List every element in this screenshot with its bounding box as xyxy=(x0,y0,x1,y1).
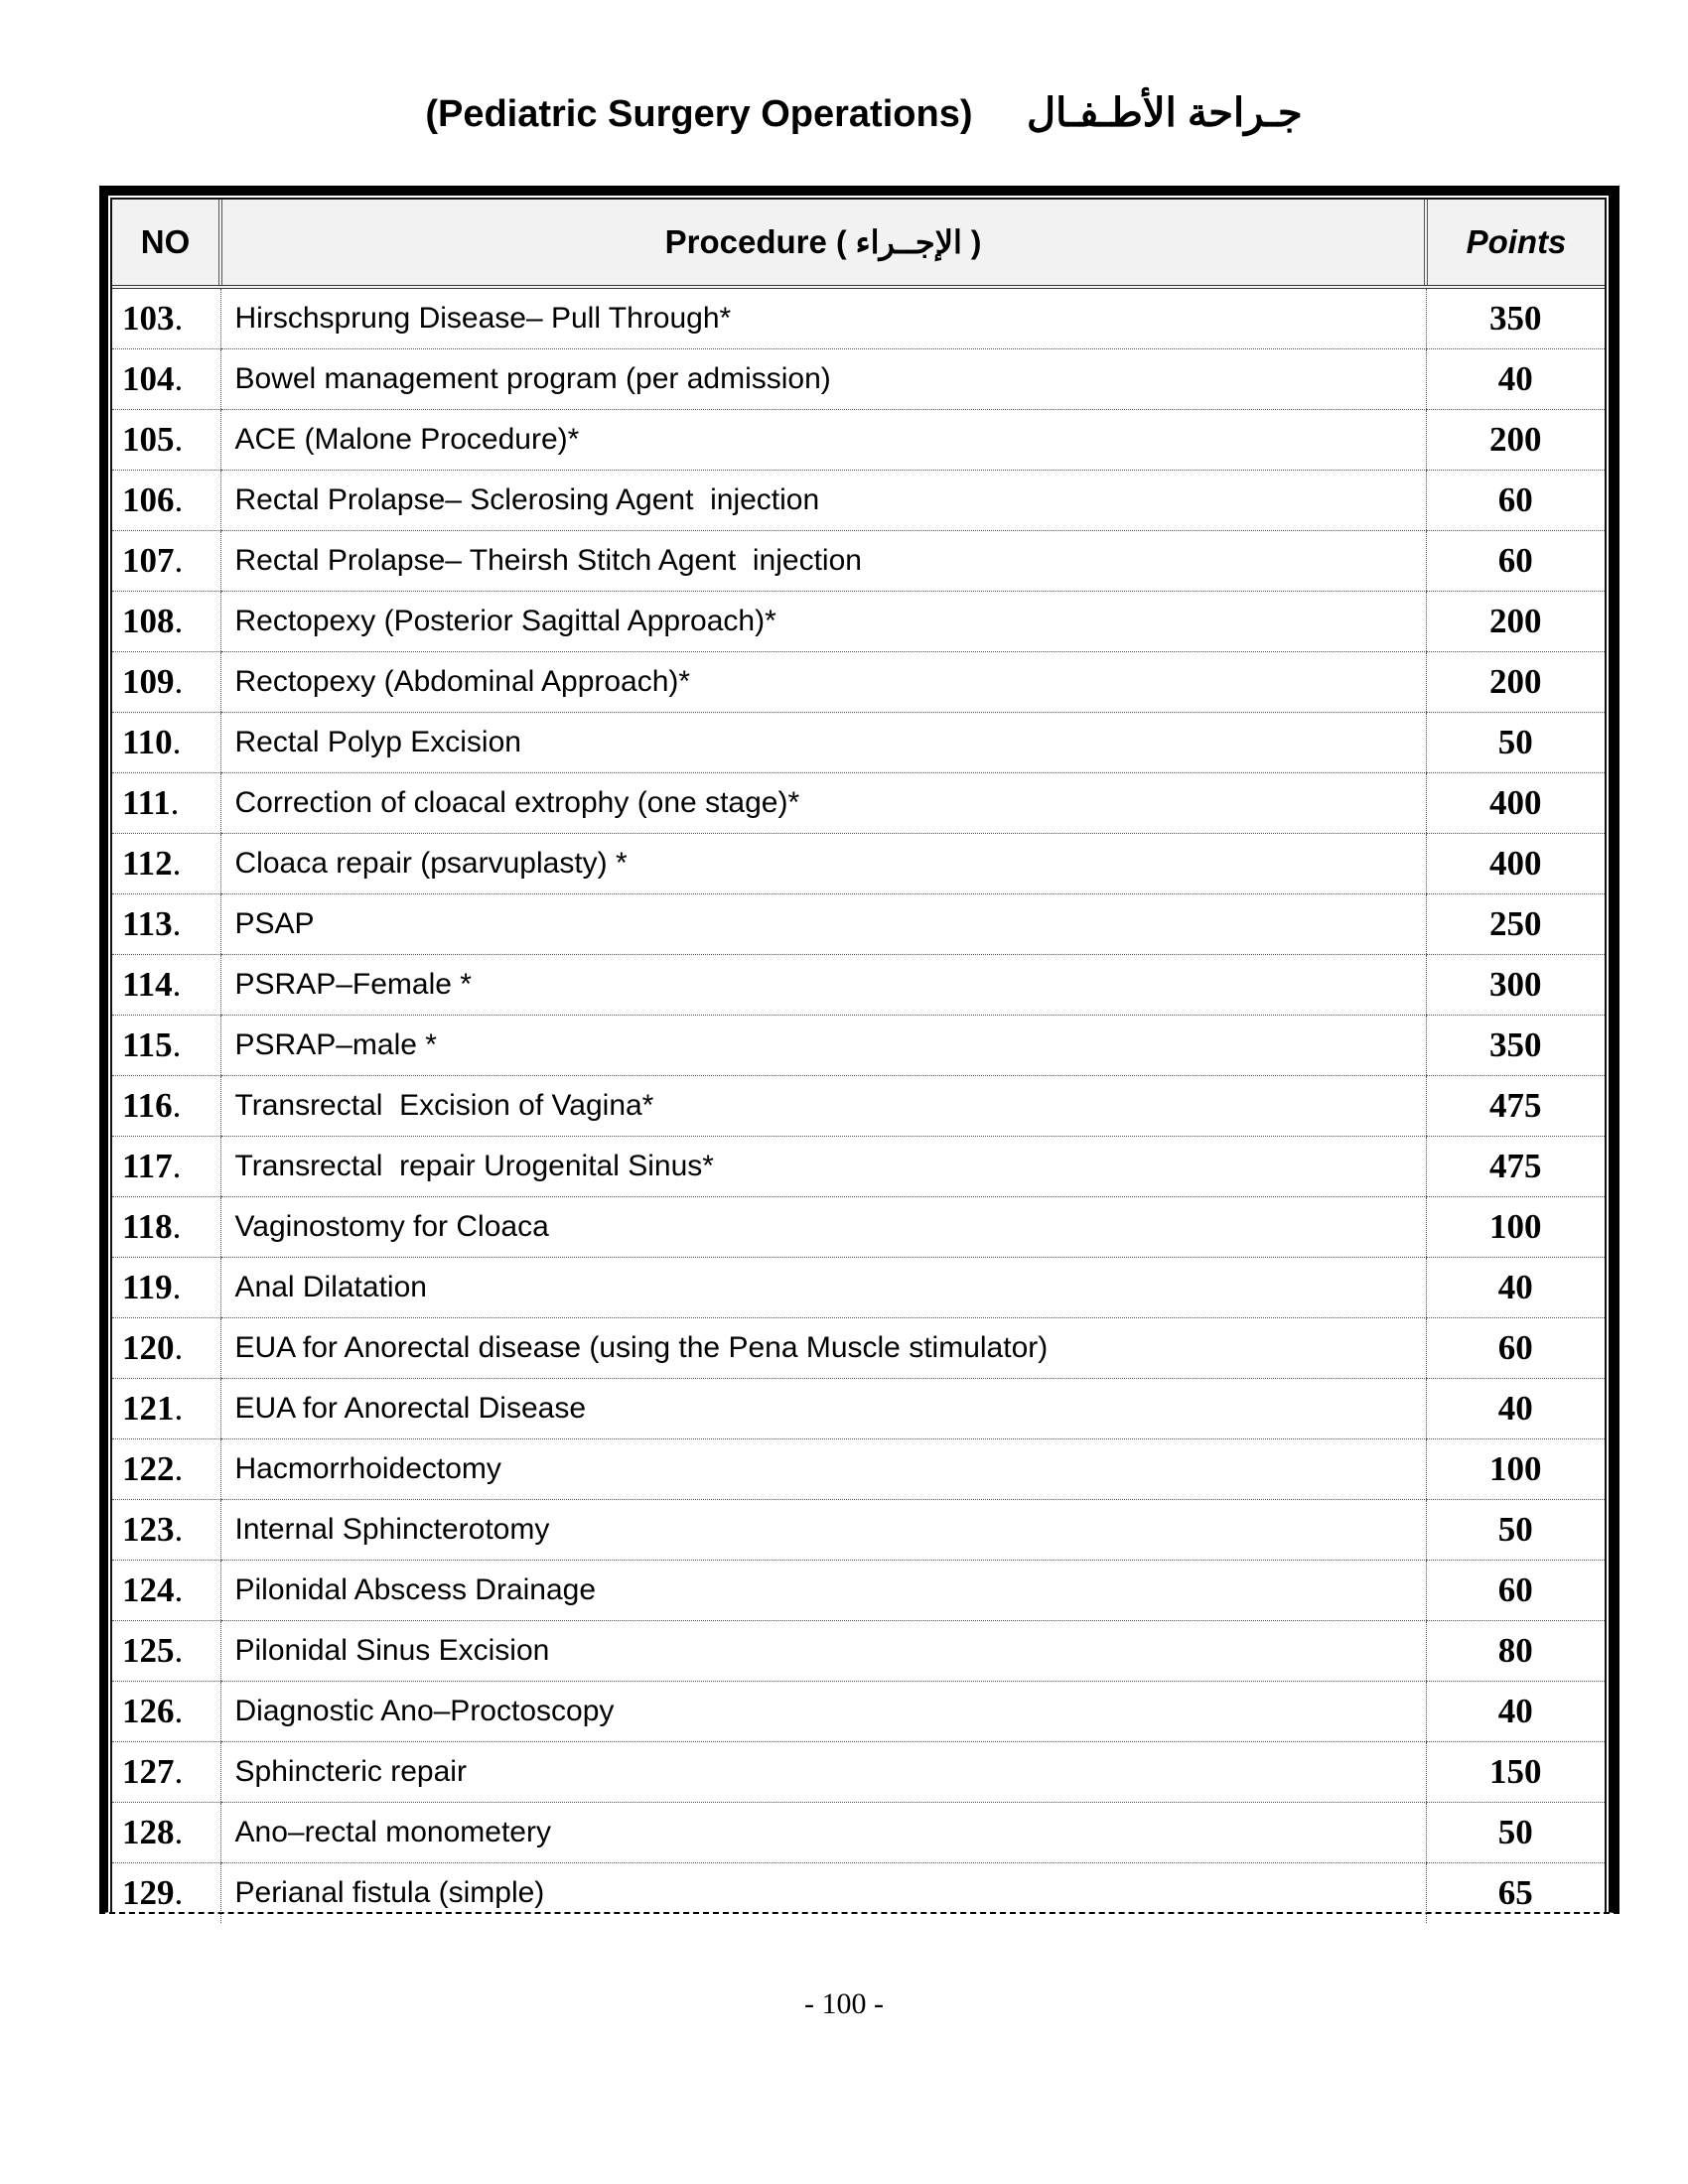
table-row xyxy=(112,1682,1605,1742)
points-cell: 50 xyxy=(1426,713,1605,773)
row-number-cell xyxy=(112,1439,220,1500)
row-number-period: . xyxy=(174,1873,184,1912)
table-row xyxy=(112,1439,1605,1500)
row-number-cell xyxy=(112,471,220,531)
procedure-cell: Rectopexy (Posterior Sagittal Approach)* xyxy=(220,592,1426,652)
row-number: 119 xyxy=(122,1268,173,1306)
row-number-period: . xyxy=(174,359,184,398)
procedure-cell: Ano–rectal monometery xyxy=(220,1803,1426,1863)
row-number-cell xyxy=(112,834,220,894)
row-number-period: . xyxy=(174,1328,184,1367)
points-cell: 200 xyxy=(1426,592,1605,652)
procedure-cell: PSRAP–Female * xyxy=(220,955,1426,1016)
procedure-cell: Cloaca repair (psarvuplasty) * xyxy=(220,834,1426,894)
row-number: 121 xyxy=(122,1389,175,1428)
row-number-cell xyxy=(112,1137,220,1197)
table-row xyxy=(112,1500,1605,1561)
row-number-period: . xyxy=(174,1449,184,1488)
table-row xyxy=(112,287,1605,349)
row-number-period: . xyxy=(172,904,182,943)
row-number: 112 xyxy=(122,844,173,883)
procedure-cell: Anal Dilatation xyxy=(220,1258,1426,1318)
points-cell: 100 xyxy=(1426,1439,1605,1500)
row-number-period: . xyxy=(172,1086,182,1125)
row-number-cell xyxy=(112,287,220,349)
points-cell: 50 xyxy=(1426,1500,1605,1561)
table-row xyxy=(112,592,1605,652)
row-number-cell xyxy=(112,894,220,955)
points-cell: 40 xyxy=(1426,349,1605,410)
row-number-period: . xyxy=(172,965,182,1004)
points-cell: 475 xyxy=(1426,1076,1605,1137)
table-row xyxy=(112,1621,1605,1682)
points-cell: 300 xyxy=(1426,955,1605,1016)
row-number-period: . xyxy=(172,1207,182,1246)
table-row xyxy=(112,834,1605,894)
row-number-period: . xyxy=(174,480,184,519)
row-number: 122 xyxy=(122,1449,175,1488)
procedure-cell: Hacmorrhoidectomy xyxy=(220,1439,1426,1500)
procedure-cell: Hirschsprung Disease– Pull Through* xyxy=(220,287,1426,349)
row-number: 106 xyxy=(122,480,175,519)
row-number-cell xyxy=(112,1258,220,1318)
row-number: 110 xyxy=(122,723,173,761)
procedure-cell: EUA for Anorectal Disease xyxy=(220,1379,1426,1439)
row-number-cell xyxy=(112,773,220,834)
table-row xyxy=(112,1742,1605,1803)
row-number: 128 xyxy=(122,1813,175,1851)
row-number: 111 xyxy=(122,783,171,822)
row-number-period: . xyxy=(172,1147,182,1185)
row-number-cell xyxy=(112,349,220,410)
row-number-period: . xyxy=(172,1025,182,1064)
row-number-cell xyxy=(112,1197,220,1258)
row-number-period: . xyxy=(174,420,184,459)
row-number: 124 xyxy=(122,1570,175,1609)
points-cell: 65 xyxy=(1426,1863,1605,1924)
points-cell: 350 xyxy=(1426,287,1605,349)
row-number-cell xyxy=(112,1742,220,1803)
row-number-period: . xyxy=(174,541,184,580)
row-number: 108 xyxy=(122,602,175,640)
row-number-cell xyxy=(112,1621,220,1682)
column-header-points-label: Points xyxy=(1466,223,1567,260)
procedures-table xyxy=(112,200,1605,1923)
points-cell: 400 xyxy=(1426,834,1605,894)
points-cell: 40 xyxy=(1426,1258,1605,1318)
row-number: 113 xyxy=(122,904,173,943)
points-cell: 40 xyxy=(1426,1682,1605,1742)
row-number-period: . xyxy=(172,1268,182,1306)
points-cell: 60 xyxy=(1426,1561,1605,1621)
table-row xyxy=(112,1561,1605,1621)
row-number-period: . xyxy=(172,844,182,883)
procedure-cell: ACE (Malone Procedure)* xyxy=(220,410,1426,471)
procedure-cell: Diagnostic Ano–Proctoscopy xyxy=(220,1682,1426,1742)
row-number: 129 xyxy=(122,1873,175,1912)
procedure-cell: Rectopexy (Abdominal Approach)* xyxy=(220,652,1426,713)
row-number-period: . xyxy=(174,1631,184,1670)
points-cell: 50 xyxy=(1426,1803,1605,1863)
table-row xyxy=(112,531,1605,592)
points-cell: 350 xyxy=(1426,1016,1605,1076)
points-cell: 100 xyxy=(1426,1197,1605,1258)
table-row xyxy=(112,713,1605,773)
procedures-table-frame xyxy=(99,186,1619,1914)
points-cell: 250 xyxy=(1426,894,1605,955)
points-cell: 60 xyxy=(1426,471,1605,531)
page-title xyxy=(0,85,1688,142)
procedure-cell: Correction of cloacal extrophy (one stage)* xyxy=(220,773,1426,834)
row-number: 109 xyxy=(122,662,175,701)
row-number: 105 xyxy=(122,420,175,459)
row-number-cell xyxy=(112,592,220,652)
points-cell: 60 xyxy=(1426,531,1605,592)
row-number-cell xyxy=(112,531,220,592)
points-cell: 475 xyxy=(1426,1137,1605,1197)
points-cell: 200 xyxy=(1426,652,1605,713)
row-number-cell xyxy=(112,955,220,1016)
row-number-cell xyxy=(112,1863,220,1924)
column-header-procedure-label: Procedure xyxy=(664,223,827,260)
row-number: 107 xyxy=(122,541,175,580)
table-row xyxy=(112,652,1605,713)
row-number-period: . xyxy=(170,783,180,822)
procedure-cell: Pilonidal Abscess Drainage xyxy=(220,1561,1426,1621)
column-header-points xyxy=(1426,200,1605,287)
procedure-cell: PSRAP–male * xyxy=(220,1016,1426,1076)
row-number-cell xyxy=(112,713,220,773)
row-number-cell xyxy=(112,1318,220,1379)
row-number-cell xyxy=(112,1500,220,1561)
procedure-cell: Vaginostomy for Cloaca xyxy=(220,1197,1426,1258)
table-row xyxy=(112,1803,1605,1863)
procedure-cell: Transrectal repair Urogenital Sinus* xyxy=(220,1137,1426,1197)
procedure-cell: Pilonidal Sinus Excision xyxy=(220,1621,1426,1682)
row-number: 104 xyxy=(122,359,175,398)
table-row xyxy=(112,410,1605,471)
row-number: 118 xyxy=(122,1207,173,1246)
row-number-cell xyxy=(112,1561,220,1621)
row-number-period: . xyxy=(174,1813,184,1851)
row-number-period: . xyxy=(174,662,184,701)
procedure-cell: PSAP xyxy=(220,894,1426,955)
procedure-cell: EUA for Anorectal disease (using the Pena Muscle stimulator) xyxy=(220,1318,1426,1379)
column-header-no-label: NO xyxy=(140,223,191,260)
column-header-procedure xyxy=(220,200,1426,287)
table-row xyxy=(112,894,1605,955)
row-number: 123 xyxy=(122,1510,175,1549)
page-number: - 100 - xyxy=(804,1987,884,2020)
table-row xyxy=(112,1197,1605,1258)
row-number: 125 xyxy=(122,1631,175,1670)
page-title-english: (Pediatric Surgery Operations) xyxy=(425,93,973,135)
procedure-cell: Sphincteric repair xyxy=(220,1742,1426,1803)
row-number-cell xyxy=(112,1682,220,1742)
table-header-row xyxy=(112,200,1605,287)
table-row xyxy=(112,1863,1605,1924)
row-number-period: . xyxy=(174,299,184,338)
row-number: 127 xyxy=(122,1752,175,1791)
points-cell: 150 xyxy=(1426,1742,1605,1803)
row-number: 103 xyxy=(122,299,175,338)
procedure-cell: Bowel management program (per admission) xyxy=(220,349,1426,410)
table-row xyxy=(112,1318,1605,1379)
row-number: 115 xyxy=(122,1025,173,1064)
procedure-cell: Rectal Prolapse– Theirsh Stitch Agent injection xyxy=(220,531,1426,592)
row-number: 117 xyxy=(122,1147,173,1185)
row-number-period: . xyxy=(174,1570,184,1609)
row-number: 126 xyxy=(122,1692,175,1730)
points-cell: 200 xyxy=(1426,410,1605,471)
table-row xyxy=(112,471,1605,531)
table-row xyxy=(112,349,1605,410)
table-row xyxy=(112,1258,1605,1318)
table-row xyxy=(112,1379,1605,1439)
row-number-period: . xyxy=(174,1510,184,1549)
table-body xyxy=(112,287,1605,1923)
row-number-period: . xyxy=(174,1752,184,1791)
procedure-cell: Rectal Prolapse– Sclerosing Agent injection xyxy=(220,471,1426,531)
column-header-no xyxy=(112,200,220,287)
row-number-cell xyxy=(112,1016,220,1076)
points-cell: 60 xyxy=(1426,1318,1605,1379)
row-number-period: . xyxy=(172,723,182,761)
row-number-cell xyxy=(112,652,220,713)
table-row xyxy=(112,1137,1605,1197)
column-header-procedure-arabic: ( الإجــراء ) xyxy=(836,224,982,260)
table-row xyxy=(112,1076,1605,1137)
row-number-period: . xyxy=(174,1389,184,1428)
procedure-cell: Perianal fistula (simple) xyxy=(220,1863,1426,1924)
procedure-cell: Internal Sphincterotomy xyxy=(220,1500,1426,1561)
row-number-cell xyxy=(112,1076,220,1137)
row-number-cell xyxy=(112,410,220,471)
procedure-cell: Transrectal Excision of Vagina* xyxy=(220,1076,1426,1137)
row-number-period: . xyxy=(174,1692,184,1730)
table-row xyxy=(112,773,1605,834)
procedure-cell: Rectal Polyp Excision xyxy=(220,713,1426,773)
row-number: 116 xyxy=(122,1086,173,1125)
row-number-cell xyxy=(112,1379,220,1439)
points-cell: 40 xyxy=(1426,1379,1605,1439)
table-row xyxy=(112,1016,1605,1076)
row-number-period: . xyxy=(174,602,184,640)
points-cell: 80 xyxy=(1426,1621,1605,1682)
page-title-arabic: جـراحة الأطـفـال xyxy=(1027,91,1303,135)
row-number: 114 xyxy=(122,965,173,1004)
row-number-cell xyxy=(112,1803,220,1863)
table-row xyxy=(112,955,1605,1016)
points-cell: 400 xyxy=(1426,773,1605,834)
row-number: 120 xyxy=(122,1328,175,1367)
